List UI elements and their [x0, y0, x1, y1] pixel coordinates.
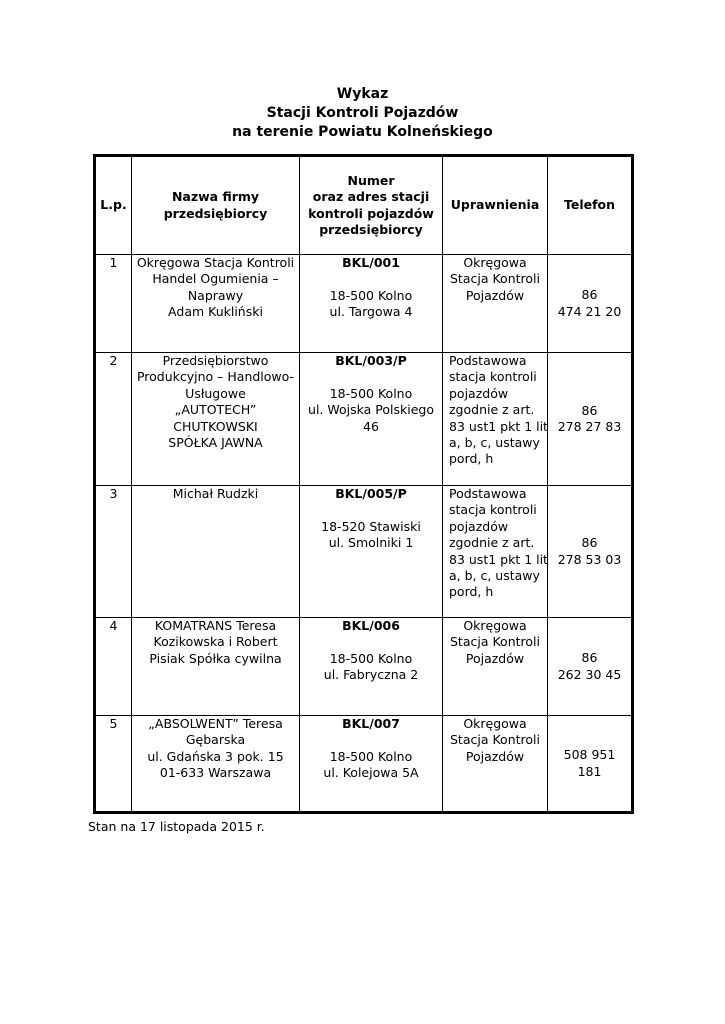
name-line: SPÓŁKA JAWNA — [168, 435, 263, 451]
phone-line: 474 21 20 — [557, 303, 622, 319]
rights-line: Okręgowa — [463, 716, 527, 731]
header-phone: Telefon — [548, 156, 633, 255]
name-line: Adam Kukliński — [168, 304, 263, 320]
cell-station — [300, 255, 443, 353]
name-line: Okręgowa Stacja Kontroli — [136, 255, 295, 270]
address-line: 18-500 Kolno — [329, 650, 413, 666]
status-date-note: Stan na 17 listopada 2015 r. — [88, 819, 265, 834]
phone-line: 181 — [577, 763, 602, 779]
cell-name — [132, 618, 300, 716]
cell-rights — [443, 716, 548, 813]
cell-station — [300, 353, 443, 486]
address-line: ul. Wojska Polskiego — [308, 402, 434, 418]
cell-name — [132, 255, 300, 353]
address-line: 18-500 Kolno — [329, 385, 413, 401]
address-line: 18-500 Kolno — [329, 287, 413, 303]
cell-station — [300, 716, 443, 813]
rights-line: 83 ust1 pkt 1 lit — [449, 418, 548, 434]
name-line: Handel Ogumienia – — [152, 271, 279, 287]
name-line: ul. Gdańska 3 pok. 15 — [147, 748, 284, 764]
cell-phone — [548, 486, 633, 618]
cell-phone — [548, 716, 633, 813]
phone-line: 86 — [581, 287, 598, 303]
rights-line: Stacja Kontroli — [450, 271, 540, 287]
cell-rights — [443, 255, 548, 353]
cell-phone — [548, 255, 633, 353]
table-row — [95, 353, 633, 486]
document-title — [0, 85, 725, 142]
cell-lp: 1 — [95, 255, 132, 353]
station-code: BKL/003/P — [335, 353, 407, 368]
rights-line: zgodnie z art. — [449, 535, 535, 551]
header-number — [300, 156, 443, 255]
rights-line: 83 ust1 pkt 1 lit — [449, 551, 548, 567]
name-line: Przedsiębiorstwo — [162, 353, 269, 368]
header-name-line: przedsiębiorcy — [163, 205, 268, 221]
address-line: 18-520 Stawiski — [321, 518, 421, 534]
rights-line: stacja kontroli — [449, 502, 537, 518]
station-code: BKL/007 — [342, 716, 400, 731]
name-line: 01-633 Warszawa — [159, 765, 272, 781]
address-line: 18-500 Kolno — [329, 748, 413, 764]
rights-line: Stacja Kontroli — [450, 732, 540, 748]
phone-line: 86 — [581, 402, 598, 418]
station-code: BKL/001 — [342, 255, 400, 270]
phone-line: 278 53 03 — [557, 551, 622, 567]
cell-name — [132, 486, 300, 618]
cell-phone — [548, 353, 633, 486]
address-line: ul. Smolniki 1 — [328, 535, 414, 551]
cell-station — [300, 618, 443, 716]
header-rights: Uprawnienia — [443, 156, 548, 255]
rights-line: zgodnie z art. — [449, 402, 535, 418]
table-row — [95, 255, 633, 353]
address-line: ul. Fabryczna 2 — [323, 667, 419, 683]
header-name-line: Nazwa firmy — [171, 189, 260, 205]
name-line: Michał Rudzki — [172, 486, 259, 501]
name-line: „AUTOTECH” — [174, 402, 257, 418]
header-lp: L.p. — [95, 156, 132, 255]
rights-line: stacja kontroli — [449, 369, 537, 385]
cell-station — [300, 486, 443, 618]
cell-lp: 2 — [95, 353, 132, 486]
header-number-line: przedsiębiorcy — [319, 221, 423, 237]
rights-line: Pojazdów — [465, 287, 525, 303]
header-name — [132, 156, 300, 255]
station-code: BKL/006 — [342, 618, 400, 633]
rights-line: Okręgowa — [463, 618, 527, 633]
table-row — [95, 618, 633, 716]
cell-lp: 5 — [95, 716, 132, 813]
table-row — [95, 486, 633, 618]
phone-line: 278 27 83 — [557, 419, 622, 434]
name-line: Kozikowska i Robert — [153, 634, 278, 650]
cell-rights — [443, 618, 548, 716]
cell-lp: 3 — [95, 486, 132, 618]
title-line-1: Wykaz — [336, 86, 389, 102]
phone-line: 86 — [581, 535, 598, 551]
rights-line: Stacja Kontroli — [450, 634, 540, 650]
title-line-3: na terenie Powiatu Kolneńskiego — [232, 124, 493, 140]
rights-line: a, b, c, ustawy — [449, 568, 540, 584]
address-line: 46 — [363, 418, 379, 434]
name-line: Pisiak Spółka cywilna — [149, 650, 282, 666]
name-line: Gębarska — [185, 732, 246, 748]
rights-line: pojazdów — [449, 518, 509, 534]
rights-line: Pojazdów — [465, 748, 525, 764]
name-line: CHUTKOWSKI — [173, 418, 258, 434]
name-line: Naprawy — [187, 287, 244, 303]
cell-name — [132, 716, 300, 813]
table-row — [95, 716, 633, 813]
cell-lp: 4 — [95, 618, 132, 716]
name-line: KOMATRANS Teresa — [154, 618, 277, 633]
header-number-line: kontroli pojazdów — [308, 205, 434, 221]
address-line: ul. Targowa 4 — [329, 304, 413, 320]
rights-line: pojazdów — [449, 385, 509, 401]
cell-rights — [443, 486, 548, 618]
header-number-line: oraz adres stacji — [312, 189, 430, 205]
name-line: Usługowe — [185, 385, 246, 401]
rights-line: a, b, c, ustawy — [449, 435, 540, 451]
header-row — [95, 156, 633, 255]
cell-name — [132, 353, 300, 486]
rights-line: Podstawowa — [449, 353, 527, 368]
cell-phone — [548, 618, 633, 716]
name-line: Produkcyjno – Handlowo- — [136, 369, 295, 385]
address-line: ul. Kolejowa 5A — [323, 765, 419, 781]
phone-line: 86 — [581, 650, 598, 666]
stations-table — [93, 154, 634, 814]
title-line-2: Stacji Kontroli Pojazdów — [266, 105, 459, 121]
cell-rights — [443, 353, 548, 486]
rights-line: Podstawowa — [449, 486, 527, 501]
phone-line: 262 30 45 — [557, 666, 622, 682]
rights-line: Okręgowa — [463, 255, 527, 270]
rights-line: pord, h — [449, 451, 494, 467]
station-code: BKL/005/P — [335, 486, 407, 501]
header-number-line: Numer — [347, 172, 395, 188]
rights-line: Pojazdów — [465, 650, 525, 666]
name-line: „ABSOLWENT” Teresa — [148, 716, 283, 731]
phone-line: 508 951 — [563, 747, 616, 763]
rights-line: pord, h — [449, 584, 494, 600]
